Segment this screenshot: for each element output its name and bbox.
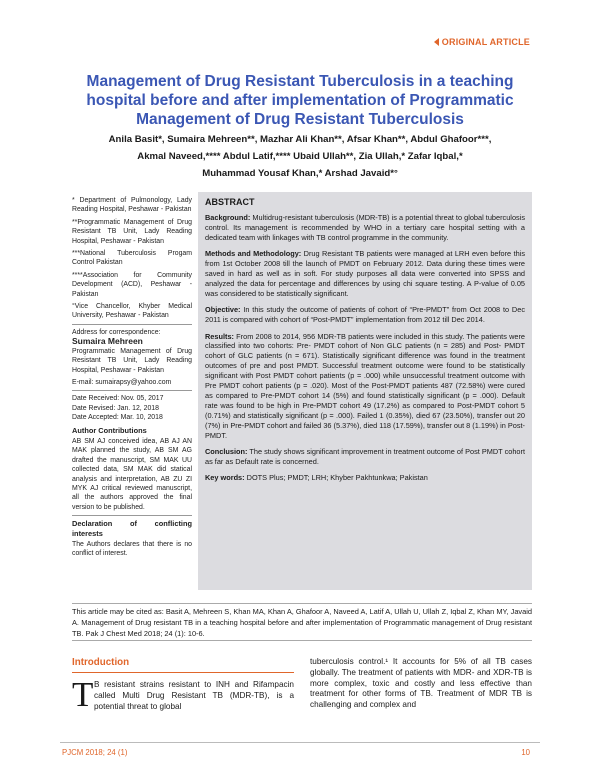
article-title: Management of Drug Resistant Tuberculosis in a teaching hospital before and after implementation of Programmatic Management of Drug Resistant Tuberculosis — [86, 73, 514, 128]
introduction-heading: Introduction — [72, 657, 130, 668]
correspondence-address: Programmatic Management of Drug Resistant TB Unit, Lady Reading Hospital, Peshawar - Pakistan — [72, 347, 192, 374]
affiliation: ***National Tuberculosis Progam Control Pakistan — [72, 250, 192, 267]
divider — [72, 324, 192, 325]
footer-page-number: 10 — [521, 748, 530, 757]
label: Key words: — [205, 473, 245, 483]
label: Background: — [205, 213, 251, 222]
author-list — [70, 131, 530, 182]
abstract-background — [205, 213, 525, 243]
text: In this study the outcome of patients of cohort of “Pre-PMDT” from Oct 2008 to Dec 2011 is compared with cohort of “Post-PMDT” implementation from 2012 till Dec 2014. — [205, 305, 525, 325]
footer-journal: PJCM 2018; 24 (1) — [62, 748, 128, 757]
correspondence-email[interactable]: E-mail: sumairapsy@yahoo.com — [72, 378, 172, 386]
author-line: Akmal Naveed,**** Abdul Latif,**** Ubaid Ullah**, Zia Ullah,* Zafar Iqbal,* — [137, 151, 463, 162]
divider — [72, 390, 192, 391]
text: Drug Resistant TB patients were managed at LRH even before this from 1st October 2008 till the launch of PMDT on February 2012. Data during these times were saved in hard as well as in soft. For study purposes all data were converted into SPSS and analyzed the data for percentage and differences by using chi square testing. A P-value of 0.05 was considered to be statistically significant. — [205, 249, 525, 298]
label: Objective: — [205, 305, 241, 315]
drop-cap: T — [72, 675, 94, 714]
correspondence-label: Address for correspondence: — [72, 328, 161, 336]
date-revised: Date Revised: Jan. 12, 2018 — [72, 404, 159, 412]
author-line: Muhammad Yousaf Khan,* Arshad Javaid*° — [202, 168, 398, 179]
text: The study shows significant improvement in treatment outcome of Post PMDT cohort as far as Default rate is concerned. — [205, 447, 525, 466]
divider — [72, 640, 532, 641]
affiliations-column — [72, 196, 192, 562]
citation-text: This article may be cited as: Basit A, Mehreen S, Khan MA, Khan A, Ghafoor A, Naveed A, Latif A, Ullah U, Ullah Z, Iqbal Z, Khan MY, Javaid A. Management of Drug resistant TB in a teaching hospital before and after implementation of Programmatic management of Drug resistant TB. Pak J Chest Med 2018; 24 (1): 10-6. — [72, 607, 532, 638]
text: DOTS Plus; PMDT; LRH; Khyber Pakhtunkwa; Pakistan — [244, 473, 428, 483]
label: Methods and Methodology: — [205, 249, 302, 259]
abstract-heading: ABSTRACT — [205, 197, 255, 207]
abstract-conclusion — [205, 447, 525, 467]
affiliation: * Department of Pulmonology, Lady Reading Hospital, Peshawar - Pakistan — [72, 197, 192, 214]
intro-right-text: tuberculosis control.¹ It accounts for 5% of all TB cases globally. The treatment of patients with MDR- and XDR-TB is more complex, toxic and costly and less effective than treatment for other forms of TB. Treatment of MDR TB is challenging and complex and — [310, 657, 532, 710]
divider — [72, 515, 192, 516]
conflict-text: The Authors declares that there is no conflict of interest. — [72, 541, 192, 558]
abstract-body — [205, 213, 525, 490]
label: Results: — [205, 331, 234, 341]
section-tag-label: ORIGINAL ARTICLE — [441, 37, 530, 47]
affiliation: ****Association for Community Development (ACD), Peshawar - Pakistan — [72, 271, 192, 298]
contributions-text: AB SM AJ conceived idea, AB AJ AN MAK planned the study, AB SM AG drafted the manuscript, SM MAK UU collected data, SM MAK did statical analysis and interpretation, AB ZU ZI MYK AJ critical reviewed manuscript, all the authors approved the final version to be published. — [72, 437, 192, 511]
date-received: Date Received: Nov. 05, 2017 — [72, 395, 164, 403]
intro-left-text: B resistant strains resistant to INH and Rifampacin called Multi Drug Resistant TB (MDR-TB), is a potential threat to global — [94, 680, 294, 711]
triangle-left-icon — [434, 38, 439, 46]
contributions-heading: Author Contributions — [72, 425, 147, 435]
date-accepted: Date Accepted: Mar. 10, 2018 — [72, 414, 163, 422]
conflict-heading: Declaration of conflicting interests — [72, 519, 192, 538]
abstract-keywords — [205, 473, 525, 483]
label: Conclusion: — [205, 447, 248, 457]
affiliation: **Programmatic Management of Drug Resistant TB Unit, Lady Reading Hospital, Peshawar - Pakistan — [72, 218, 192, 245]
text: From 2008 to 2014, 956 MDR-TB patients were included in this study. The patients were classified into two cohorts: Pre- PMDT cohort of Non GLC patients (n = 285) and Post- PMDT cohort of GLC patients (n = 671). Statistically significant difference was found in the treatment outcomes of pre and post PMDT. Successful treatment outcome were found to be statistically significant with Post PMDT cohort patients (p = .000) while unsuccessful treatment outcome with Pre PMDT cohort patients (p = .020). Most of the Post-PMDT patients 487 (72.58%) were cured as compared to Pre-PMDT cohort 14 (5%) and found statistically significant (p = .000). Default rate was found to be high in Pre-PMDT cohort 49 (17.2%) as compared to Post-PMDT cohort 5 (0.71%) and statistically significant (p = .000). Failed 1 (0.35%), died 67 (23.50%), transfer out 20 (7%) in Pre-PMDT cohort and failed 36 (5.37%), died 118 (17.59%), transfer out 8 (1.19%) in Post-PMDT. — [205, 331, 525, 440]
divider — [72, 672, 294, 673]
abstract-methods — [205, 249, 525, 299]
abstract-results — [205, 332, 525, 441]
text: Multidrug-resistant tuberculosis (MDR-TB) is a potential threat to global tuberculosis control. Its management is recommended by WHO in a tertiary care hospital setting with a dedicated team with linkages with TB control programme in the community. — [205, 213, 525, 242]
abstract-box — [198, 192, 532, 590]
correspondence-name: Sumaira Mehreen — [72, 336, 143, 347]
abstract-objective — [205, 305, 525, 325]
footer-divider — [60, 742, 540, 743]
affiliation: °Vice Chancellor, Khyber Medical University, Peshawar - Pakistan — [72, 303, 192, 320]
divider — [72, 603, 532, 604]
section-tag — [434, 37, 530, 47]
author-line: Anila Basit*, Sumaira Mehreen**, Mazhar Ali Khan**, Afsar Khan**, Abdul Ghafoor***, — [108, 134, 492, 145]
